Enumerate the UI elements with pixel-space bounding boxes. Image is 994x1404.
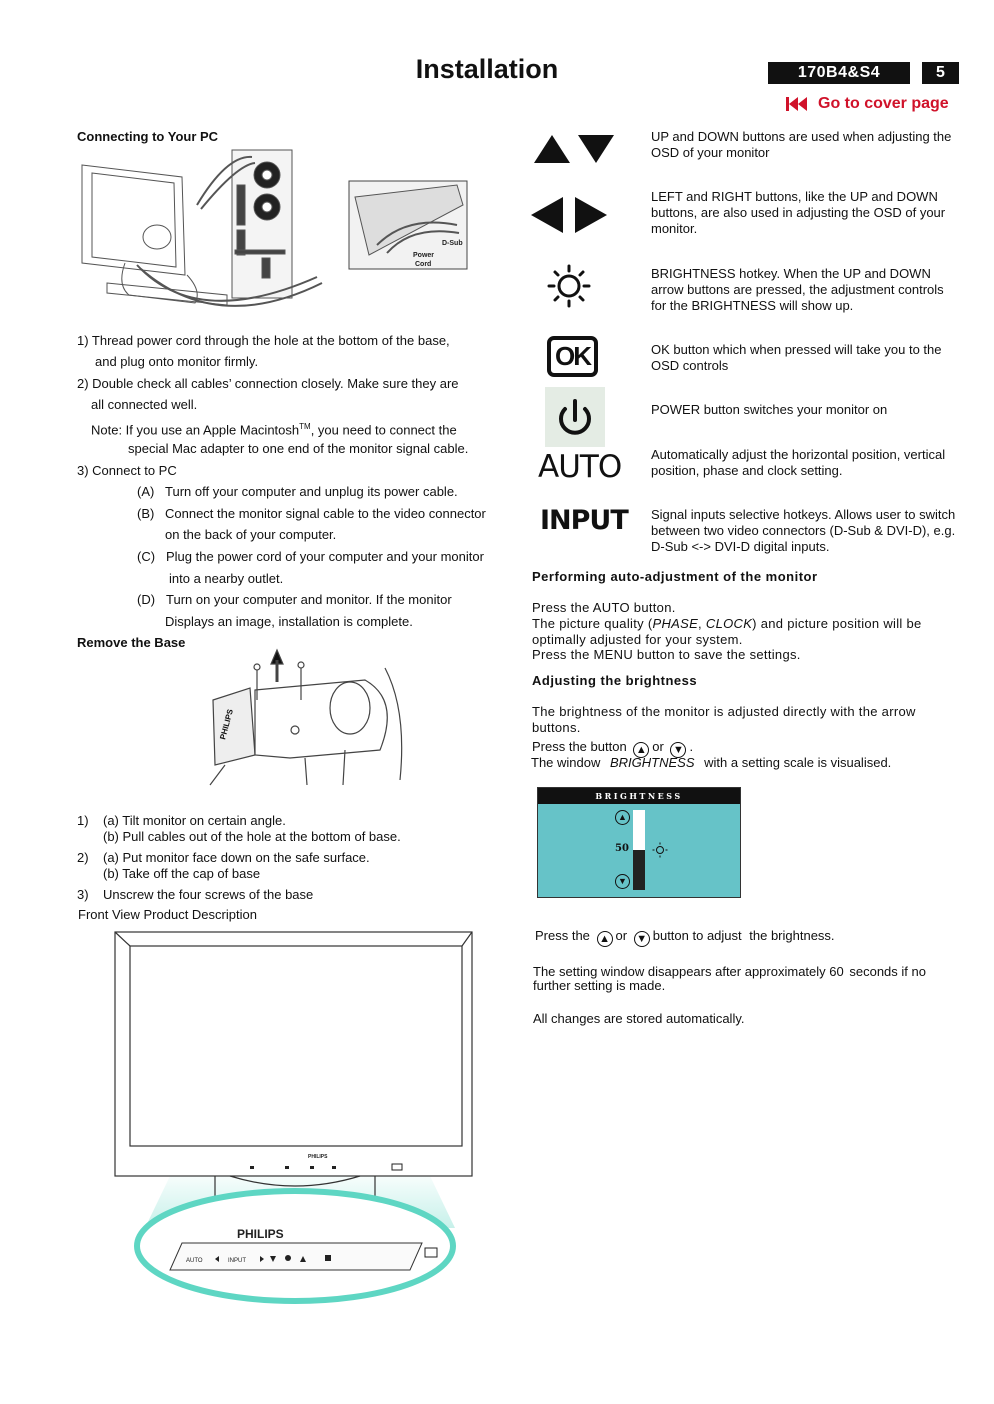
adjust-text-a: Press the (535, 928, 590, 943)
model-badge: 170B4&S4 (768, 62, 910, 84)
ok-button-desc: OK button which when pressed will take you to the OSD controls (651, 342, 942, 373)
substep-d-cont: Displays an image, installation is complete. (165, 614, 413, 629)
substep-c-text: Plug the power cord of your computer and your monitor (166, 549, 484, 564)
substep-a-label: (A) (137, 484, 155, 499)
window-text-a: The window (531, 755, 601, 770)
osd-down-icon: ▼ (615, 874, 630, 889)
osd-value: 50 (615, 843, 629, 854)
power-cord-callout-1: Power (413, 252, 435, 259)
clock-term: CLOCK (705, 616, 753, 631)
brightness-sun-icon (546, 264, 592, 308)
power-cord-callout-2: Cord (415, 261, 432, 268)
base-philips-logo: PHILIPS (218, 708, 235, 741)
page-title: Installation (415, 54, 559, 84)
remove-step-1-num: 1) (77, 813, 89, 828)
up-down-desc: UP and DOWN buttons are used when adjusting the OSD of your monitor (651, 129, 952, 160)
substep-d-label: (D) (137, 592, 156, 607)
osd-sun-icon (652, 842, 668, 858)
substep-d-text: Turn on your computer and monitor. If the monitor (166, 592, 452, 607)
dsub-callout: D-Sub (442, 240, 463, 247)
page-number-badge: 5 (922, 62, 959, 84)
window-name: BRIGHTNESS (610, 755, 695, 770)
auto-adjust-line-1: Press the AUTO button. (532, 600, 676, 615)
substep-a-text: Turn off your computer and unplug its power cable. (165, 484, 458, 499)
front-philips-logo: PHILIPS (237, 1227, 284, 1241)
remove-step-3-num: 3) (77, 887, 89, 902)
brightness-window-line (531, 755, 891, 771)
adjust-text-c: the brightness. (749, 928, 835, 943)
connect-step-3: 3) Connect to PC (77, 463, 177, 478)
connect-step-1-cont: and plug onto monitor firmly. (95, 354, 259, 369)
auto-adjust-line-2b: ) and picture position will be (752, 616, 922, 631)
connect-step-2: 2) Double check all cables’ connection closely. Make sure they are (77, 376, 459, 391)
ok-button-icon: OK (547, 336, 598, 377)
press-text-a: Press the button (532, 739, 627, 754)
front-view-illustration (110, 928, 480, 1308)
osd-up-icon: ▲ (615, 810, 630, 825)
go-to-cover-link[interactable] (786, 95, 949, 113)
disappear-text-b: seconds if no (849, 964, 926, 979)
brightness-heading: Adjusting the brightness (532, 673, 698, 688)
remove-base-illustration (195, 640, 410, 790)
connect-note (91, 419, 457, 438)
auto-adjust-line-4: Press the MENU button to save the settings. (532, 647, 801, 662)
connecting-heading: Connecting to Your PC (77, 129, 219, 144)
left-right-desc: LEFT and RIGHT buttons, like the UP and DOWN buttons, are also used in adjusting the OSD of your monitor. (651, 189, 946, 236)
adjust-text-b: button to adjust (652, 928, 742, 943)
up-button-icon: ▲ (633, 742, 649, 758)
power-button-desc: POWER button switches your monitor on (651, 402, 888, 417)
auto-adjust-line-2a: The picture quality ( (532, 616, 653, 631)
remove-step-3a: Unscrew the four screws of the base (103, 887, 314, 902)
connect-note-b: , you need to connect the (310, 422, 457, 438)
connect-step-1: 1) Thread power cord through the hole at the bottom of the base, (77, 333, 450, 348)
auto-label-icon: AUTO (538, 449, 622, 485)
brightness-hotkey-desc: BRIGHTNESS hotkey. When the UP and DOWN arrow buttons are pressed, the adjustment controls for the BRIGHTNESS will show up. (651, 266, 944, 313)
auto-adjust-heading: Performing auto-adjustment of the monitor (532, 569, 818, 584)
trademark-mark: TM (299, 422, 311, 431)
brightness-osd-window (537, 787, 741, 898)
substep-c-cont: into a nearby outlet. (169, 571, 284, 586)
auto-button-desc: Automatically adjust the horizontal position, vertical position, phase and clock setting. (651, 447, 946, 478)
skip-back-icon (786, 96, 808, 112)
osd-level-fill (633, 850, 645, 890)
connect-note-cont: special Mac adapter to one end of the monitor signal cable. (128, 441, 469, 456)
remove-step-2-num: 2) (77, 850, 89, 865)
left-right-arrows-icon (531, 196, 611, 234)
front-input-label: INPUT (228, 1258, 246, 1264)
go-to-cover-label: Go to cover page (818, 95, 949, 112)
substep-b-cont: on the back of your computer. (165, 527, 337, 542)
window-text-b: with a setting scale is visualised. (704, 755, 892, 770)
osd-title: BRIGHTNESS (538, 788, 740, 804)
input-button-desc: Signal inputs selective hotkeys. Allows user to switch between two video connectors (D-Sub & DVI-D), e.g. D-Sub <-> DVI-D digital inputs. (651, 507, 956, 554)
remove-step-1a: (a) Tilt monitor on certain angle. (103, 813, 286, 828)
auto-adjust-sep: , (698, 616, 706, 631)
adjust-line (535, 928, 835, 947)
adjust-down-icon: ▼ (634, 931, 650, 947)
disappear-line-2: further setting is made. (533, 978, 666, 993)
phase-term: PHASE (652, 616, 699, 631)
disappear-text-a: The setting window disappears after approximately 60 (533, 964, 844, 979)
front-auto-label: AUTO (186, 1258, 203, 1264)
brightness-line-1: The brightness of the monitor is adjusted directly with the arrow (532, 704, 916, 719)
remove-step-1b: (b) Pull cables out of the hole at the bottom of base. (103, 829, 401, 844)
remove-step-2a: (a) Put monitor face down on the safe surface. (103, 850, 370, 865)
up-down-arrows-icon (534, 133, 616, 165)
remove-base-heading: Remove the Base (77, 635, 186, 650)
remove-step-2b: (b) Take off the cap of base (103, 866, 261, 881)
press-end: . (689, 739, 694, 754)
substep-b-text: Connect the monitor signal cable to the video connector (165, 506, 486, 521)
substep-b-label: (B) (137, 506, 155, 521)
press-or: or (652, 739, 664, 754)
down-button-icon: ▼ (670, 742, 686, 758)
power-icon (545, 387, 605, 447)
connect-step-2-cont: all connected well. (91, 397, 198, 412)
front-philips-logo-small: PHILIPS (308, 1154, 328, 1160)
osd-level-track (633, 810, 645, 890)
input-label-icon: INPUT (540, 505, 628, 536)
front-view-heading: Front View Product Description (78, 907, 257, 922)
adjust-up-icon: ▲ (597, 931, 613, 947)
auto-adjust-line-3: optimally adjusted for your system. (532, 632, 743, 647)
brightness-line-2: buttons. (532, 720, 581, 735)
auto-adjust-line-2 (532, 616, 922, 632)
connecting-illustration (77, 145, 477, 327)
substep-c-label: (C) (137, 549, 156, 564)
adjust-or: or (615, 928, 628, 943)
connect-note-a: Note: If you use an Apple Macintosh (91, 422, 300, 438)
stored-line: All changes are stored automatically. (533, 1011, 745, 1026)
